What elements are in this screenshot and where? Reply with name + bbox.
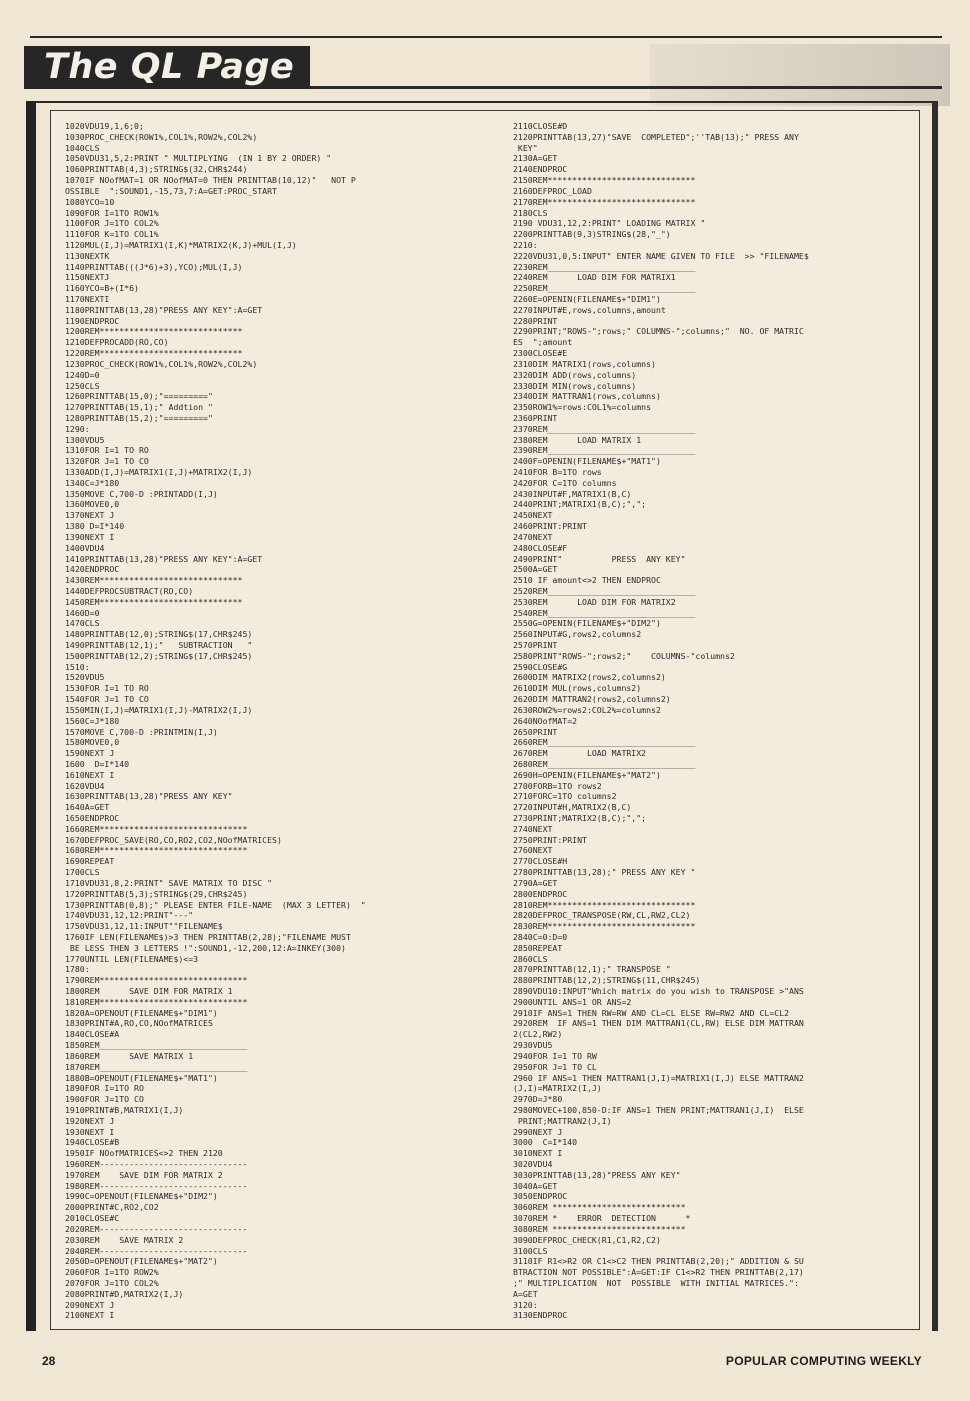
frame-right-bar — [932, 101, 938, 1331]
code-line: 2940FOR I=1 TO RW — [513, 1050, 597, 1061]
code-line: 2170REM****************************** — [513, 196, 696, 207]
code-line: 2640NOofMAT=2 — [513, 715, 578, 726]
code-line: 2190 VDU31,12,2:PRINT" LOADING MATRIX " — [513, 218, 706, 229]
code-line: 1170NEXTI — [65, 294, 110, 304]
code-line: 1070IF NOofMAT=1 OR NOofMAT=0 THEN PRINTTAB(10,12)" NOT P — [65, 175, 356, 186]
code-line: ES ";amount — [513, 337, 573, 348]
code-line: 2450NEXT — [513, 510, 553, 521]
code-line: 1280PRINTTAB(15,2);"=========" — [65, 412, 213, 423]
code-line: 1320FOR J=1 TO CO — [65, 456, 149, 467]
code-line: 1680REM****************************** — [65, 845, 248, 856]
code-line: 1590NEXT J — [65, 748, 115, 759]
code-line: 2010CLOSE#C — [65, 1213, 120, 1224]
code-line: 1610NEXT I — [65, 769, 115, 780]
code-line: 3070REM * ERROR DETECTION * — [513, 1213, 691, 1224]
code-line: 2500A=GET — [513, 564, 558, 575]
code-line: 1550MIN(I,J)=MATRIX1(I,J)-MATRIX2(I,J) — [65, 704, 253, 715]
code-line: 1380 D=I*140 — [65, 521, 125, 532]
code-line: 1730PRINTTAB(0,8);" PLEASE ENTER FILE-NAME (MAX 3 LETTER) " — [65, 899, 366, 910]
code-line: 1420ENDPROC — [65, 564, 120, 575]
code-line: 1140PRINTTAB(((J*6)+3),YCO);MUL(I,J) — [65, 261, 243, 272]
frame-left-bar — [26, 101, 36, 1331]
code-line: 1310FOR I=1 TO RO — [65, 445, 149, 456]
code-line: 1520VDU5 — [65, 672, 105, 683]
code-line: 2920REM IF ANS=1 THEN DIM MATTRAN1(CL,RW) ELSE DIM MATTRAN — [513, 1018, 804, 1029]
code-line: 2760NEXT — [513, 845, 553, 856]
code-line: 1400VDU4 — [65, 542, 105, 553]
code-line: 2180CLS — [513, 207, 548, 218]
code-line: 1930NEXT I — [65, 1126, 115, 1137]
code-line: 1510: — [65, 661, 90, 672]
code-line: 1870REM______________________________ — [65, 1061, 248, 1072]
code-line: 1480PRINTTAB(12,0);STRING$(17,CHR$245) — [65, 629, 253, 640]
code-line: 2710FORC=1TO columns2 — [513, 791, 617, 802]
code-line: 3040A=GET — [513, 1180, 558, 1191]
code-line: 1630PRINTTAB(13,28)"PRESS ANY KEY" — [65, 791, 233, 802]
code-line: 1180PRINTTAB(13,28)"PRESS ANY KEY":A=GET — [65, 304, 263, 315]
listing-column-right — [513, 121, 913, 1321]
code-line: 2930VDU5 — [513, 1040, 553, 1051]
code-line: 2840C=0:D=0 — [513, 931, 568, 942]
code-line: PRINT;MATTRAN2(J,I) — [513, 1115, 612, 1126]
code-line: 2(CL2,RW2) — [513, 1029, 563, 1040]
code-line: 2480CLOSE#F — [513, 542, 568, 553]
code-line: 1150NEXTJ — [65, 272, 110, 283]
code-line: 2340DIM MATTRAN1(rows,columns) — [513, 391, 661, 402]
code-line: 3090DEFPROC_CHECK(R1,C1,R2,C2) — [513, 1234, 661, 1245]
code-line: 2530REM LOAD DIM FOR MATRIX2 — [513, 596, 676, 607]
code-line: 1830PRINT#A,RO,CO,NOofMATRICES — [65, 1018, 213, 1029]
code-line: 1120MUL(I,J)=MATRIX1(I,K)*MATRIX2(K,J)+MUL(I,J) — [65, 239, 297, 250]
code-line: 1020VDU19,1,6;0; — [65, 121, 144, 131]
code-line: 2270INPUT#E,rows,columns,amount — [513, 304, 666, 315]
code-line: 1990C=OPENOUT(FILENAME$+"DIM2") — [65, 1191, 218, 1202]
code-line: 2430INPUT#F,MATRIX1(B,C) — [513, 488, 632, 499]
code-line: 1600 D=I*140 — [65, 758, 130, 769]
code-line: (J,I)=MATRIX2(I,J) — [513, 1083, 602, 1094]
code-line: 2420FOR C=1TO columns — [513, 477, 617, 488]
code-line: 1530FOR I=1 TO RO — [65, 683, 149, 694]
code-line: 1920NEXT J — [65, 1115, 115, 1126]
code-line: 1190ENDPROC — [65, 315, 120, 326]
code-line: 1240D=0 — [65, 369, 100, 380]
code-line: 2850REPEAT — [513, 942, 563, 953]
bleed-through-shadow — [650, 44, 950, 106]
code-line: 2550G=OPENIN(FILENAME$+"DIM2") — [513, 618, 661, 629]
code-line: 1760IF LEN(FILENAME$)>3 THEN PRINTTAB(2,28);"FILENAME MUST — [65, 931, 351, 942]
code-line: 1860REM SAVE MATRIX 1 — [65, 1050, 194, 1061]
code-line: 1040CLS — [65, 142, 100, 153]
code-line: 3120: — [513, 1299, 538, 1310]
code-line: 1200REM***************************** — [65, 326, 243, 337]
code-line: 2260E=OPENIN(FILENAME$+"DIM1") — [513, 294, 661, 304]
code-line: 2070FOR J=1TO COL2% — [65, 1277, 159, 1288]
code-line: 2020REM------------------------------ — [65, 1223, 248, 1234]
code-line: 1030PROC_CHECK(ROW1%,COL1%,ROW2%,COL2%) — [65, 131, 258, 142]
code-line: 1080YCO=10 — [65, 196, 115, 207]
code-line: 1090FOR I=1TO ROW1% — [65, 207, 159, 218]
code-line: 1900FOR J=1TO CO — [65, 1094, 144, 1105]
code-line: 1850REM______________________________ — [65, 1040, 248, 1051]
code-line: 2350ROW1%=rows:COL1%=columns — [513, 402, 652, 413]
code-line: 1210DEFPROCADD(RO,CO) — [65, 337, 169, 348]
code-line: 2000PRINT#C,RO2,CO2 — [65, 1202, 159, 1213]
code-line: 2770CLOSE#H — [513, 856, 568, 867]
code-line: 2860CLS — [513, 953, 548, 964]
code-line: 2650PRINT — [513, 726, 558, 737]
code-line: 2030REM SAVE MATRIX 2 — [65, 1234, 184, 1245]
code-line: 1910PRINT#B,MATRIX1(I,J) — [65, 1104, 184, 1115]
code-line: 2320DIM ADD(rows,columns) — [513, 369, 637, 380]
code-line: 1960REM------------------------------ — [65, 1159, 248, 1169]
code-line: KEY" — [513, 142, 538, 153]
code-line: 1650ENDPROC — [65, 813, 120, 823]
code-line: 2390REM______________________________ — [513, 445, 696, 456]
code-line: 2540REM______________________________ — [513, 607, 696, 618]
code-line: 2690H=OPENIN(FILENAME$+"MAT2") — [513, 769, 661, 780]
code-line: 2150REM****************************** — [513, 175, 696, 186]
listing-column-left — [65, 121, 495, 1321]
code-line: 2460PRINT:PRINT — [513, 521, 587, 532]
code-line: 2410FOR B=1TO rows — [513, 467, 602, 477]
frame-top-rule — [26, 101, 936, 103]
code-line: 2110CLOSE#D — [513, 121, 568, 131]
code-line: 2680REM______________________________ — [513, 758, 696, 769]
code-line: 1410PRINTTAB(13,28)"PRESS ANY KEY":A=GET — [65, 553, 263, 564]
code-line: 2370REM______________________________ — [513, 423, 696, 434]
code-line: 2280PRINT — [513, 315, 558, 326]
code-line: 1950IF NOofMATRICES<>2 THEN 2120 — [65, 1148, 223, 1159]
code-line: 1430REM***************************** — [65, 575, 243, 586]
code-line: 2400F=OPENIN(FILENAME$+"MAT1") — [513, 456, 661, 467]
code-line: 2870PRINTTAB(12,1);" TRANSPOSE " — [513, 964, 671, 975]
code-line: 1370NEXT J — [65, 510, 115, 521]
code-line: 1440DEFPROCSUBTRACT(RO,CO) — [65, 585, 194, 596]
code-line: 1460D=0 — [65, 607, 100, 618]
code-line: 3050ENDPROC — [513, 1191, 568, 1202]
code-line: 2610DIM MUL(rows,columns2) — [513, 683, 642, 694]
code-line: 3030PRINTTAB(13,28)"PRESS ANY KEY" — [513, 1169, 681, 1180]
code-line: 2060FOR I=1TO ROW2% — [65, 1267, 159, 1278]
code-line: 2750PRINT:PRINT — [513, 834, 587, 845]
code-line: 2300CLOSE#E — [513, 348, 568, 359]
code-line: 2050D=OPENOUT(FILENAME$+"MAT2") — [65, 1256, 218, 1267]
code-line: 2660REM______________________________ — [513, 737, 696, 748]
code-line: 2880PRINTTAB(12,2);STRING$(11,CHR$245) — [513, 975, 701, 986]
code-line: 1060PRINTTAB(4,3);STRING$(32,CHR$244) — [65, 164, 248, 175]
code-line: 1710VDU31,8,2:PRINT" SAVE MATRIX TO DISC " — [65, 877, 273, 888]
code-line: 1270PRINTTAB(15,1);" Addtion " — [65, 402, 213, 413]
code-line: 2600DIM MATRIX2(rows2,columns2) — [513, 672, 666, 683]
code-line: 1640A=GET — [65, 802, 110, 813]
code-line: 2490PRINT" PRESS ANY KEY" — [513, 553, 686, 564]
code-line: 2220VDU31,0,5:INPUT" ENTER NAME GIVEN TO FILE >> "FILENAME$ — [513, 250, 809, 261]
code-line: 1330ADD(I,J)=MATRIX1(I,J)+MATRIX2(I,J) — [65, 467, 253, 477]
code-line: 3100CLS — [513, 1245, 548, 1256]
code-line: 2100NEXT I — [65, 1310, 115, 1321]
code-line: 2160DEFPROC_LOAD — [513, 185, 592, 196]
code-line: 2900UNTIL ANS=1 OR ANS=2 — [513, 996, 632, 1007]
code-line: 1470CLS — [65, 618, 100, 629]
code-line: 2780PRINTTAB(13,28);" PRESS ANY KEY " — [513, 867, 696, 878]
top-rule — [30, 36, 942, 38]
code-line: 2570PRINT — [513, 640, 558, 650]
code-line: 1130NEXTK — [65, 250, 110, 261]
code-line: 1840CLOSE#A — [65, 1029, 120, 1040]
code-line: 2830REM****************************** — [513, 921, 696, 932]
code-line: 2080PRINT#D,MATRIX2(I,J) — [65, 1288, 184, 1299]
code-line: 3080REM *************************** — [513, 1223, 686, 1234]
code-line: 1220REM***************************** — [65, 348, 243, 359]
code-line: 1300VDU5 — [65, 434, 105, 445]
code-line: 2820DEFPROC_TRANSPOSE(RW,CL,RW2,CL2) — [513, 910, 691, 921]
code-line: 1810REM****************************** — [65, 996, 248, 1007]
code-line: 1560C=J*180 — [65, 715, 120, 726]
code-line: 1700CLS — [65, 867, 100, 878]
title-rule — [310, 86, 942, 89]
code-line: 2330DIM MIN(rows,columns) — [513, 380, 637, 391]
code-line: 2960 IF ANS=1 THEN MATTRAN1(J,I)=MATRIX1(I,J) ELSE MATTRAN2 — [513, 1072, 804, 1083]
code-line: BE LESS THEN 3 LETTERS !":SOUND1,-12,200,12:A=INKEY(300) — [65, 942, 346, 953]
code-line: 2040REM------------------------------ — [65, 1245, 248, 1256]
code-line: 1260PRINTTAB(15,0);"=========" — [65, 391, 213, 402]
code-line: 1570MOVE C,700-D :PRINTMIN(I,J) — [65, 726, 218, 737]
code-line: 2230REM______________________________ — [513, 261, 696, 272]
code-line: 2120PRINTTAB(13,27)"SAVE COMPLETED";''TAB(13);" PRESS ANY — [513, 131, 799, 142]
code-line: 2800ENDPROC — [513, 888, 568, 899]
code-line: 2360PRINT — [513, 412, 558, 423]
code-line: 2130A=GET — [513, 153, 558, 164]
code-line: 2240REM LOAD DIM FOR MATRIX1 — [513, 272, 676, 283]
code-line: 3130ENDPROC — [513, 1310, 568, 1321]
code-line: 2720INPUT#H,MATRIX2(B,C) — [513, 802, 632, 813]
code-line: 1800REM SAVE DIM FOR MATRIX 1 — [65, 986, 233, 996]
code-line: 3060REM *************************** — [513, 1202, 686, 1213]
code-line: 1620VDU4 — [65, 780, 105, 791]
code-line: 3110IF R1<>R2 OR C1<>C2 THEN PRINTTAB(2,20);" ADDITION & SU — [513, 1256, 804, 1267]
code-line: 2470NEXT — [513, 531, 553, 542]
code-line: 1940CLOSE#B — [65, 1137, 120, 1148]
program-listing — [50, 110, 920, 1330]
code-line: 2140ENDPROC — [513, 164, 568, 175]
code-line: 1490PRINTTAB(12,1);" SUBTRACTION " — [65, 640, 253, 650]
code-line: 2630ROW2%=rows2:COL2%=columns2 — [513, 704, 661, 715]
code-line: 2250REM______________________________ — [513, 283, 696, 294]
code-line: 2580PRINT"ROWS-";rows2;" COLUMNS-"columns2 — [513, 650, 735, 661]
code-line: 2970D=J*80 — [513, 1094, 563, 1105]
code-line: 1770UNTIL LEN(FILENAME$)<=3 — [65, 953, 199, 964]
code-line: 1690REPEAT — [65, 856, 115, 867]
code-line: 3020VDU4 — [513, 1159, 553, 1169]
code-line: 1750VDU31,12,11:INPUT""FILENAME$ — [65, 921, 223, 932]
code-line: 2890VDU10:INPUT"Which matrix do you wish to TRANSPOSE >"ANS — [513, 986, 804, 996]
code-line: 2510 IF amount<>2 THEN ENDPROC — [513, 575, 661, 586]
code-line: 3010NEXT I — [513, 1148, 563, 1159]
code-line: 2790A=GET — [513, 877, 558, 888]
code-line: 1160YCO=B+(I*6) — [65, 283, 139, 294]
code-line: 1500PRINTTAB(12,2);STRING$(17,CHR$245) — [65, 650, 253, 661]
code-line: 2740NEXT — [513, 823, 553, 834]
code-line: 1340C=J*180 — [65, 477, 120, 488]
code-line: 1970REM SAVE DIM FOR MATRIX 2 — [65, 1169, 223, 1180]
code-line: 1890FOR I=1TO RO — [65, 1083, 144, 1094]
page-number: 28 — [42, 1354, 56, 1368]
code-line: 1540FOR J=1 TO CO — [65, 694, 149, 705]
code-line: 2810REM****************************** — [513, 899, 696, 910]
code-line: 1290: — [65, 423, 90, 434]
page-title: The QL Page — [24, 46, 310, 89]
code-line: 1670DEFPROC_SAVE(RO,CO,RO2,CO2,NOofMATRICES) — [65, 834, 282, 845]
code-line: 2670REM LOAD MATRIX2 — [513, 748, 647, 759]
code-line: 1780: — [65, 964, 90, 975]
code-line: A=GET — [513, 1288, 538, 1299]
code-line: 1050VDU31,5,2:PRINT " MULTIPLYING (IN 1 BY 2 ORDER) " — [65, 153, 332, 164]
code-line: 2440PRINT;MATRIX1(B,C);","; — [513, 499, 647, 510]
code-line: 2950FOR J=1 TO CL — [513, 1061, 597, 1072]
code-line: 1880B=OPENOUT(FILENAME$+"MAT1") — [65, 1072, 218, 1083]
code-line: 1390NEXT I — [65, 531, 115, 542]
code-line: 1580MOVE0,0 — [65, 737, 120, 748]
code-line: 1250CLS — [65, 380, 100, 391]
code-line: 1100FOR J=1TO COL2% — [65, 218, 159, 229]
code-line: 2210: — [513, 239, 538, 250]
code-line: 2380REM LOAD MATRIX 1 — [513, 434, 642, 445]
code-line: 2290PRINT;"ROWS-";rows;" COLUMNS-";columns;" NO. OF MATRIC — [513, 326, 804, 337]
code-line: OSSIBLE ":SOUND1,-15,73,7:A=GET:PROC_START — [65, 185, 277, 196]
code-line: 2980MOVEC+100,850-D:IF ANS=1 THEN PRINT;MATTRAN1(J,I) ELSE — [513, 1104, 804, 1115]
code-line: 2620DIM MATTRAN2(rows2,columns2) — [513, 694, 671, 705]
code-line: 1740VDU31,12,12:PRINT"---" — [65, 910, 194, 921]
code-line: 2310DIM MATRIX1(rows,columns) — [513, 358, 656, 369]
code-line: 1820A=OPENOUT(FILENAME$+"DIM1") — [65, 1007, 218, 1018]
code-line: 1350MOVE C,700-D :PRINTADD(I,J) — [65, 488, 218, 499]
publication-name: POPULAR COMPUTING WEEKLY — [725, 1354, 922, 1368]
code-line: 2700FORB=1TO rows2 — [513, 780, 602, 791]
code-line: 1360MOVE0,0 — [65, 499, 120, 510]
code-line: ;" MULTIPLICATION NOT POSSIBLE WITH INITIAL MATRICES.": — [513, 1277, 799, 1288]
code-line: 2560INPUT#G,rows2,columns2 — [513, 629, 642, 640]
code-line: 1790REM****************************** — [65, 975, 248, 986]
code-line: 1110FOR K=1TO COL1% — [65, 229, 159, 240]
code-line: 2730PRINT;MATRIX2(B,C);","; — [513, 813, 647, 823]
code-line: 1230PROC_CHECK(ROW1%,COL1%,ROW2%,COL2%) — [65, 358, 258, 369]
code-line: 2590CLOSE#G — [513, 661, 568, 672]
code-line: 3000 C=I*140 — [513, 1137, 578, 1148]
code-line: 2200PRINTTAB(9,3)STRING$(28,"_") — [513, 229, 671, 240]
code-line: 2520REM______________________________ — [513, 585, 696, 596]
code-line: 1660REM****************************** — [65, 823, 248, 834]
code-line: 2910IF ANS=1 THEN RW=RW AND CL=CL ELSE RW=RW2 AND CL=CL2 — [513, 1007, 790, 1018]
code-line: 2090NEXT J — [65, 1299, 115, 1310]
code-line: BTRACTION NOT POSSIBLE":A=GET:IF C1<>R2 THEN PRINTTAB(2,17) — [513, 1267, 804, 1278]
code-line: 1980REM------------------------------ — [65, 1180, 248, 1191]
code-line: 2990NEXT J — [513, 1126, 563, 1137]
code-line: 1720PRINTTAB(5,3);STRING$(29,CHR$245) — [65, 888, 248, 899]
code-line: 1450REM***************************** — [65, 596, 243, 607]
